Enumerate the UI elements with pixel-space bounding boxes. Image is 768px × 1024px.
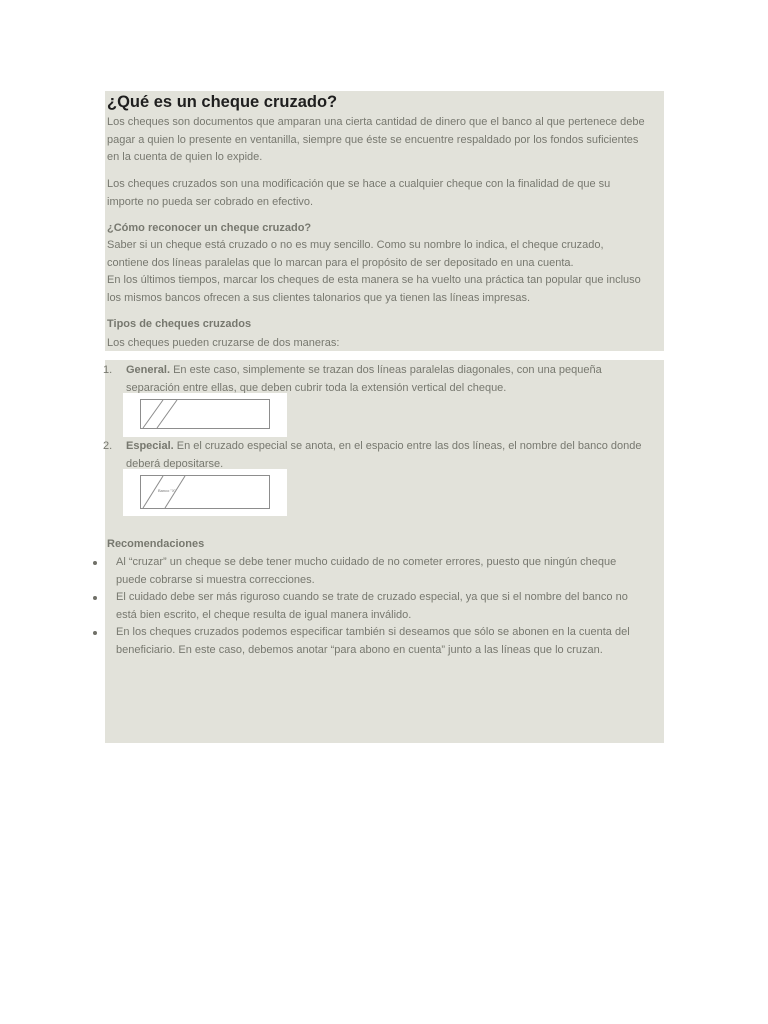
- type-general-label: General.: [126, 364, 171, 376]
- recommendations-heading: Recomendaciones: [107, 538, 205, 550]
- cheque-drawing: [140, 475, 270, 509]
- crossing-lines: [141, 400, 269, 428]
- bullet-3: [93, 631, 97, 635]
- recognize-paragraph: Saber si un cheque está cruzado o no es muy sencillo. Como su nombre lo indica, el cheque cruzado, contiene dos líneas paralelas que lo marcan para el propósito de ser depositado en una cuenta. En los últimos tiempos, marcar los cheques de esta manera se ha vuelto una práctica tan popular que incluso los mismos bancos ofrecen a sus clientes talonarios que ya tienen las líneas impresas.: [107, 239, 641, 304]
- intro-paragraph-2: Los cheques cruzados son una modificación que se hace a cualquier cheque con la finalidad de que su importe no pueda ser cobrado en efectivo.: [107, 178, 611, 208]
- type-especial: Especial. En el cruzado especial se anota, en el espacio entre las dos líneas, el nombre del banco donde deberá depositarse.: [126, 440, 642, 470]
- page-title: ¿Qué es un cheque cruzado?: [107, 93, 338, 111]
- list-number-2: 2.: [103, 440, 113, 452]
- intro-paragraph-1: Los cheques son documentos que amparan una cierta cantidad de dinero que el banco al que pertenece debe pagar a quien lo presente en ventanilla, siempre que éste se encuentre respaldado por los fondos suficientes en la cuenta de quien lo expide.: [107, 116, 645, 163]
- recognize-heading: ¿Cómo reconocer un cheque cruzado?: [107, 222, 312, 234]
- recommendation-item-1: Al “cruzar” un cheque se debe tener mucho cuidado de no cometer errores, puesto que ningún cheque puede cobrarse si muestra correcciones.: [116, 556, 617, 586]
- types-intro: Los cheques pueden cruzarse de dos maneras:: [107, 337, 340, 349]
- type-general: General. En este caso, simplemente se trazan dos líneas paralelas diagonales, con una pequeña separación entre ellas, que deben cubrir toda la extensión vertical del cheque.: [126, 364, 602, 394]
- recommendation-item-3: En los cheques cruzados podemos especificar también si deseamos que sólo se abonen en la cuenta del beneficiario. En este caso, debemos anotar “para abono en cuenta” junto a las líneas que lo cruzan.: [116, 626, 630, 656]
- cheque-drawing: [140, 399, 270, 429]
- general-cheque-image: [123, 393, 287, 437]
- bullet-2: [93, 596, 97, 600]
- recommendation-item-2: El cuidado debe ser más riguroso cuando se trate de cruzado especial, ya que si el nombre del banco no está bien escrito, el cheque resulta de igual manera inválido.: [116, 591, 628, 621]
- types-heading: Tipos de cheques cruzados: [107, 318, 252, 330]
- especial-cheque-image: [123, 469, 287, 516]
- bank-name-text: Banco "X": [158, 488, 176, 493]
- bullet-1: [93, 561, 97, 565]
- list-number-1: 1.: [103, 364, 113, 376]
- type-especial-label: Especial.: [126, 440, 174, 452]
